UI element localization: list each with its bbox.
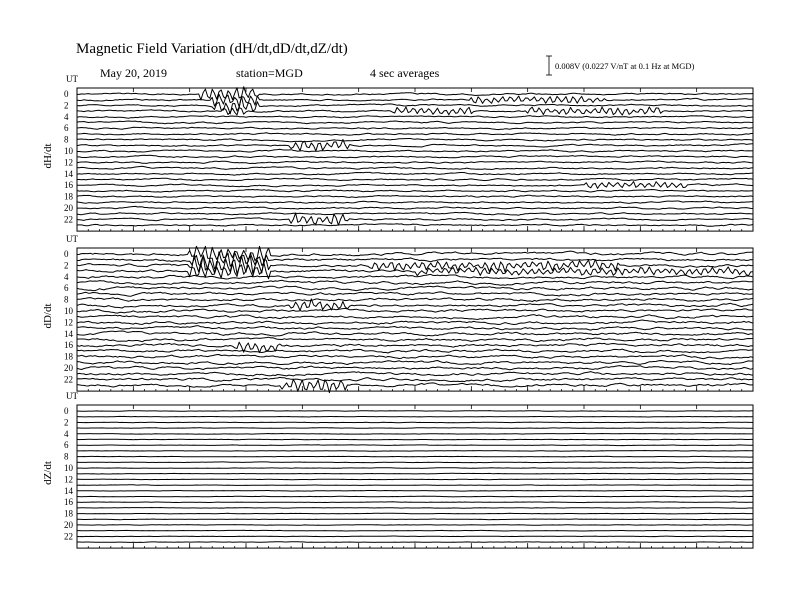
trace-hour-5 (77, 121, 753, 124)
hour-label: 2 (64, 260, 69, 271)
trace-hour-3 (77, 107, 753, 115)
panel-frame (77, 248, 753, 391)
scale-bar (546, 56, 552, 75)
panel-dh-dt (42, 74, 753, 231)
trace-hour-13 (77, 485, 753, 486)
hour-label: 10 (64, 463, 73, 473)
panel-ut-label: UT (66, 234, 78, 244)
trace-hour-11 (77, 473, 753, 474)
panel-dz-dt (42, 391, 753, 548)
trace-hour-16 (77, 342, 753, 352)
hour-label: 2 (64, 417, 69, 428)
averaging-label: 4 sec averages (370, 66, 440, 80)
trace-hour-5 (77, 439, 753, 440)
hour-label: 0 (64, 406, 69, 416)
hour-label: 6 (64, 283, 69, 294)
trace-hour-12 (77, 161, 753, 164)
hour-label: 22 (64, 374, 73, 385)
trace-hour-1 (77, 416, 753, 417)
hour-label: 20 (64, 203, 73, 213)
trace-hour-9 (77, 140, 753, 151)
hour-label: 18 (64, 191, 73, 202)
trace-hour-8 (77, 298, 753, 302)
trace-hour-7 (77, 292, 753, 296)
trace-hour-11 (77, 315, 753, 320)
hour-label: 0 (64, 89, 69, 99)
trace-hour-18 (77, 513, 753, 514)
scale-note: 0.008V (0.0227 V/nT at 0.1 Hz at MGD) (555, 61, 695, 71)
trace-hour-10 (77, 468, 753, 469)
trace-hour-10 (77, 308, 753, 313)
trace-hour-0 (77, 411, 753, 412)
hour-label: 20 (64, 363, 73, 373)
trace-hour-16 (77, 502, 753, 503)
hour-label: 22 (64, 531, 73, 542)
trace-hour-9 (77, 462, 753, 463)
hour-label: 8 (64, 294, 69, 305)
trace-hour-12 (77, 479, 753, 480)
trace-hour-23 (77, 542, 753, 543)
trace-hour-22 (77, 536, 753, 537)
hour-label: 16 (64, 340, 73, 351)
hour-label: 18 (64, 508, 73, 519)
hour-label: 12 (64, 157, 73, 168)
trace-hour-11 (77, 155, 753, 158)
trace-hour-3 (77, 428, 753, 429)
trace-hour-21 (77, 530, 753, 531)
trace-hour-15 (77, 496, 753, 497)
trace-hour-10 (77, 149, 753, 152)
hour-label: 8 (64, 134, 69, 145)
hour-label: 0 (64, 249, 69, 259)
hour-label: 16 (64, 180, 73, 191)
trace-hour-14 (77, 490, 753, 491)
trace-hour-23 (77, 224, 753, 227)
trace-hour-13 (77, 166, 753, 169)
trace-hour-18 (77, 355, 753, 359)
trace-hour-22 (77, 377, 753, 381)
trace-hour-12 (77, 320, 753, 325)
hour-label: 4 (64, 271, 69, 282)
trace-hour-13 (77, 326, 753, 330)
panel-frame (77, 405, 753, 548)
hour-label: 22 (64, 214, 73, 225)
trace-hour-19 (77, 361, 753, 365)
trace-hour-8 (77, 139, 753, 142)
trace-hour-20 (77, 366, 753, 370)
hour-label: 12 (64, 317, 73, 328)
trace-hour-17 (77, 508, 753, 509)
trace-hour-4 (77, 433, 753, 434)
station-label: station=MGD (236, 66, 303, 80)
hour-label: 10 (64, 146, 73, 156)
trace-hour-7 (77, 451, 753, 452)
trace-hour-16 (77, 182, 753, 189)
trace-hour-6 (77, 445, 753, 446)
hour-label: 14 (64, 328, 73, 339)
trace-hour-4 (77, 116, 753, 119)
trace-hour-15 (77, 337, 753, 342)
hour-label: 6 (64, 440, 69, 451)
hour-label: 4 (64, 428, 69, 439)
panel-dd-dt (42, 234, 753, 393)
hour-label: 10 (64, 306, 73, 316)
hour-label: 2 (64, 100, 69, 111)
panel-ylabel: dH/dt (42, 143, 54, 169)
trace-hour-6 (77, 127, 753, 129)
hour-label: 20 (64, 520, 73, 530)
panel-ylabel: dD/dt (42, 303, 54, 329)
trace-hour-21 (77, 372, 753, 376)
trace-hour-18 (77, 195, 753, 197)
trace-hour-2 (77, 422, 753, 423)
trace-hour-20 (77, 525, 753, 526)
trace-hour-15 (77, 178, 753, 180)
date-label: May 20, 2019 (100, 66, 167, 80)
trace-hour-6 (77, 286, 753, 291)
trace-hour-14 (77, 331, 753, 336)
trace-hour-19 (77, 201, 753, 203)
chart-title: Magnetic Field Variation (dH/dt,dD/dt,dZ/dt) (76, 41, 348, 57)
trace-hour-7 (77, 133, 753, 135)
panel-ylabel: dZ/dt (42, 461, 54, 485)
hour-label: 8 (64, 451, 69, 462)
hour-label: 6 (64, 123, 69, 134)
trace-hour-17 (77, 349, 753, 353)
panel-ut-label: UT (66, 74, 78, 84)
trace-hour-21 (77, 212, 753, 215)
trace-hour-17 (77, 190, 753, 193)
trace-hour-19 (77, 519, 753, 520)
trace-hour-5 (77, 280, 753, 285)
trace-hour-8 (77, 456, 753, 457)
hour-label: 4 (64, 111, 69, 122)
hour-label: 16 (64, 497, 73, 508)
hour-label: 14 (64, 485, 73, 496)
hour-label: 14 (64, 168, 73, 179)
trace-hour-22 (77, 213, 753, 225)
trace-hour-9 (77, 299, 753, 311)
trace-hour-14 (77, 172, 753, 175)
trace-hour-4 (77, 274, 753, 279)
trace-hour-20 (77, 206, 753, 209)
hour-label: 12 (64, 474, 73, 485)
hour-label: 18 (64, 351, 73, 362)
panel-ut-label: UT (66, 391, 78, 401)
